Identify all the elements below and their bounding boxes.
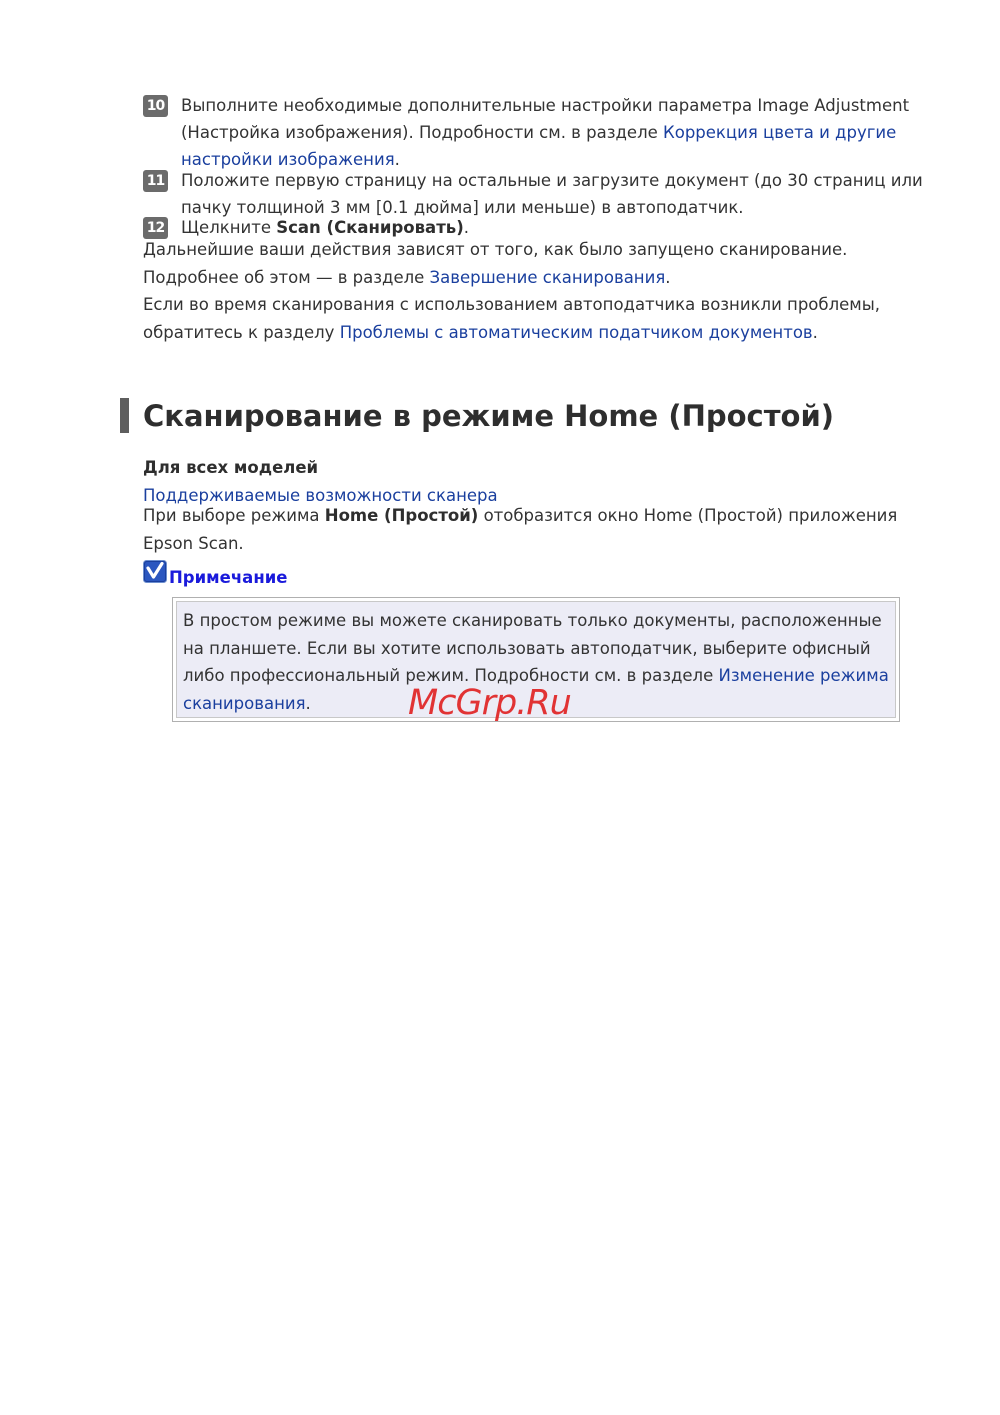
next-actions-text: Дальнейшие ваши действия зависят от того, как было запущено сканирование. bbox=[143, 240, 848, 259]
adf-problems-paragraph: Если во время сканирования с использованием автоподатчика возникли проблемы, обратитесь к разделу Проблемы с автоматическим податчиком документов. bbox=[143, 295, 880, 342]
scan-button-name: Scan (Сканировать) bbox=[276, 218, 464, 237]
change-scan-mode-link[interactable]: Изменение режима сканирования bbox=[183, 666, 889, 713]
watermark: McGrp.Ru bbox=[408, 683, 571, 723]
finish-scan-paragraph: Подробнее об этом — в разделе Завершение сканирования. bbox=[143, 268, 671, 287]
note-label: Примечание bbox=[169, 568, 288, 587]
step-text: Положите первую страницу на остальные и загрузите документ (до 30 страниц или пачку толщиной 3 мм [0.1 дюйма] или меньше) в автоподатчик. bbox=[181, 171, 923, 217]
step-number-badge: 10 bbox=[143, 95, 168, 117]
color-correction-link[interactable]: Коррекция цвета и другие настройки изображения bbox=[181, 123, 897, 169]
step-number-badge: 12 bbox=[143, 217, 168, 239]
section-title: Сканирование в режиме Home (Простой) bbox=[143, 399, 835, 433]
step-text: Выполните необходимые дополнительные настройки параметра Image Adjustment (Настройка изображения). Подробности см. в разделе Коррекция цвета и другие настройки изображения. bbox=[181, 96, 910, 169]
adf-problems-link[interactable]: Проблемы с автоматическим податчиком документов bbox=[339, 322, 813, 342]
step-10 bbox=[143, 92, 933, 173]
step-number-badge: 11 bbox=[143, 170, 168, 192]
section-heading bbox=[120, 394, 980, 438]
heading-bar bbox=[120, 398, 129, 433]
models-label: Для всех моделей bbox=[143, 458, 319, 477]
home-mode-intro: При выборе режима Home (Простой) отобразится окно Home (Простой) приложения Epson Scan. bbox=[143, 506, 898, 553]
step-text: Щелкните Scan (Сканировать). bbox=[181, 218, 469, 237]
note-text: В простом режиме вы можете сканировать только документы, расположенные на планшете. Если вы хотите использовать автоподатчик, выберите офисный либо профессиональный режим. Подробности см. в разделе Изменение режима сканирования. bbox=[176, 601, 896, 718]
step-11 bbox=[143, 167, 933, 221]
home-mode-name: Home (Простой) bbox=[324, 506, 479, 525]
note-heading bbox=[143, 560, 543, 588]
checkmark-note-icon bbox=[143, 560, 167, 583]
finish-scanning-link[interactable]: Завершение сканирования bbox=[429, 268, 666, 287]
scanner-features-link[interactable]: Поддерживаемые возможности сканера bbox=[143, 486, 498, 505]
